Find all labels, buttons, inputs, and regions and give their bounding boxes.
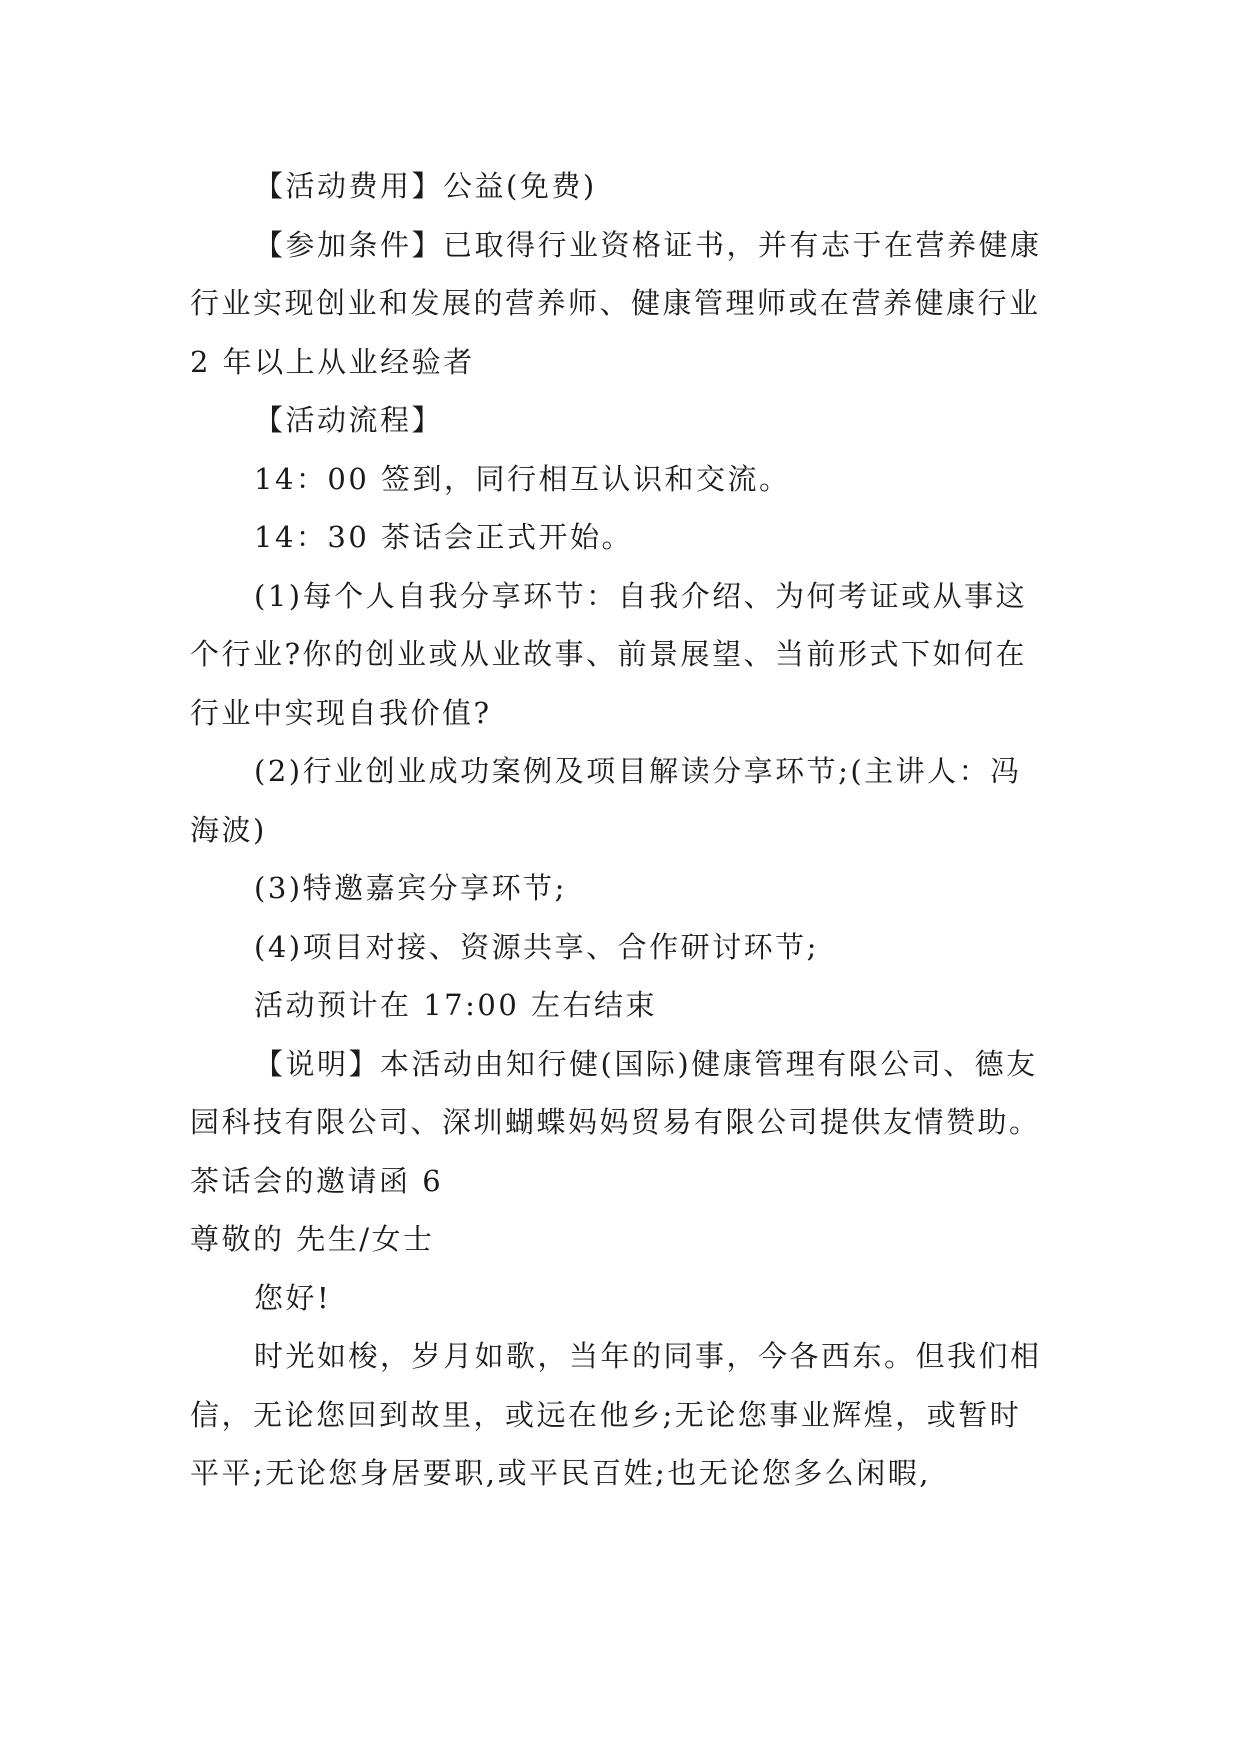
agenda-item-2: (2)行业创业成功案例及项目解读分享环节;(主讲人：冯海波)	[190, 754, 1022, 847]
section-title: 茶话会的邀请函 6	[190, 1163, 444, 1198]
salutation: 尊敬的 先生/女士	[190, 1222, 435, 1256]
schedule-end: 活动预计在 17:00 左右结束	[254, 988, 658, 1022]
activity-fee-paragraph: 【活动费用】公益(免费)	[254, 169, 597, 203]
schedule-start: 14：30 茶话会正式开始。	[254, 520, 634, 554]
letter-body-paragraph: 时光如梭，岁月如歌，当年的同事，今各西东。但我们相信，无论您回到故里，或远在他乡;无论您事业辉煌，或暂时平平;无论您身居要职,或平民百姓;也无论您多么闲暇,	[190, 1339, 1042, 1490]
agenda-item-3: (3)特邀嘉宾分享环节;	[254, 871, 567, 905]
schedule-checkin: 14：00 签到，同行相互认识和交流。	[254, 461, 791, 496]
sponsor-note-paragraph: 【说明】本活动由知行健(国际)健康管理有限公司、德友园科技有限公司、深圳蝴蝶妈妈贸易有限公司提供友情赞助。	[190, 1046, 1041, 1139]
agenda-item-4: (4)项目对接、资源共享、合作研讨环节;	[254, 929, 819, 964]
activity-process-heading: 【活动流程】	[254, 403, 444, 437]
participation-conditions-paragraph: 【参加条件】已取得行业资格证书，并有志于在营养健康行业实现创业和发展的营养师、健康管理师或在营养健康行业 2 年以上从业经验者	[190, 227, 1042, 379]
greeting: 您好!	[254, 1280, 332, 1315]
agenda-item-1: (1)每个人自我分享环节：自我介绍、为何考证或从事这个行业?你的创业或从业故事、前景展望、当前形式下如何在行业中实现自我价值?	[190, 578, 1028, 730]
document-body	[190, 157, 1050, 1503]
